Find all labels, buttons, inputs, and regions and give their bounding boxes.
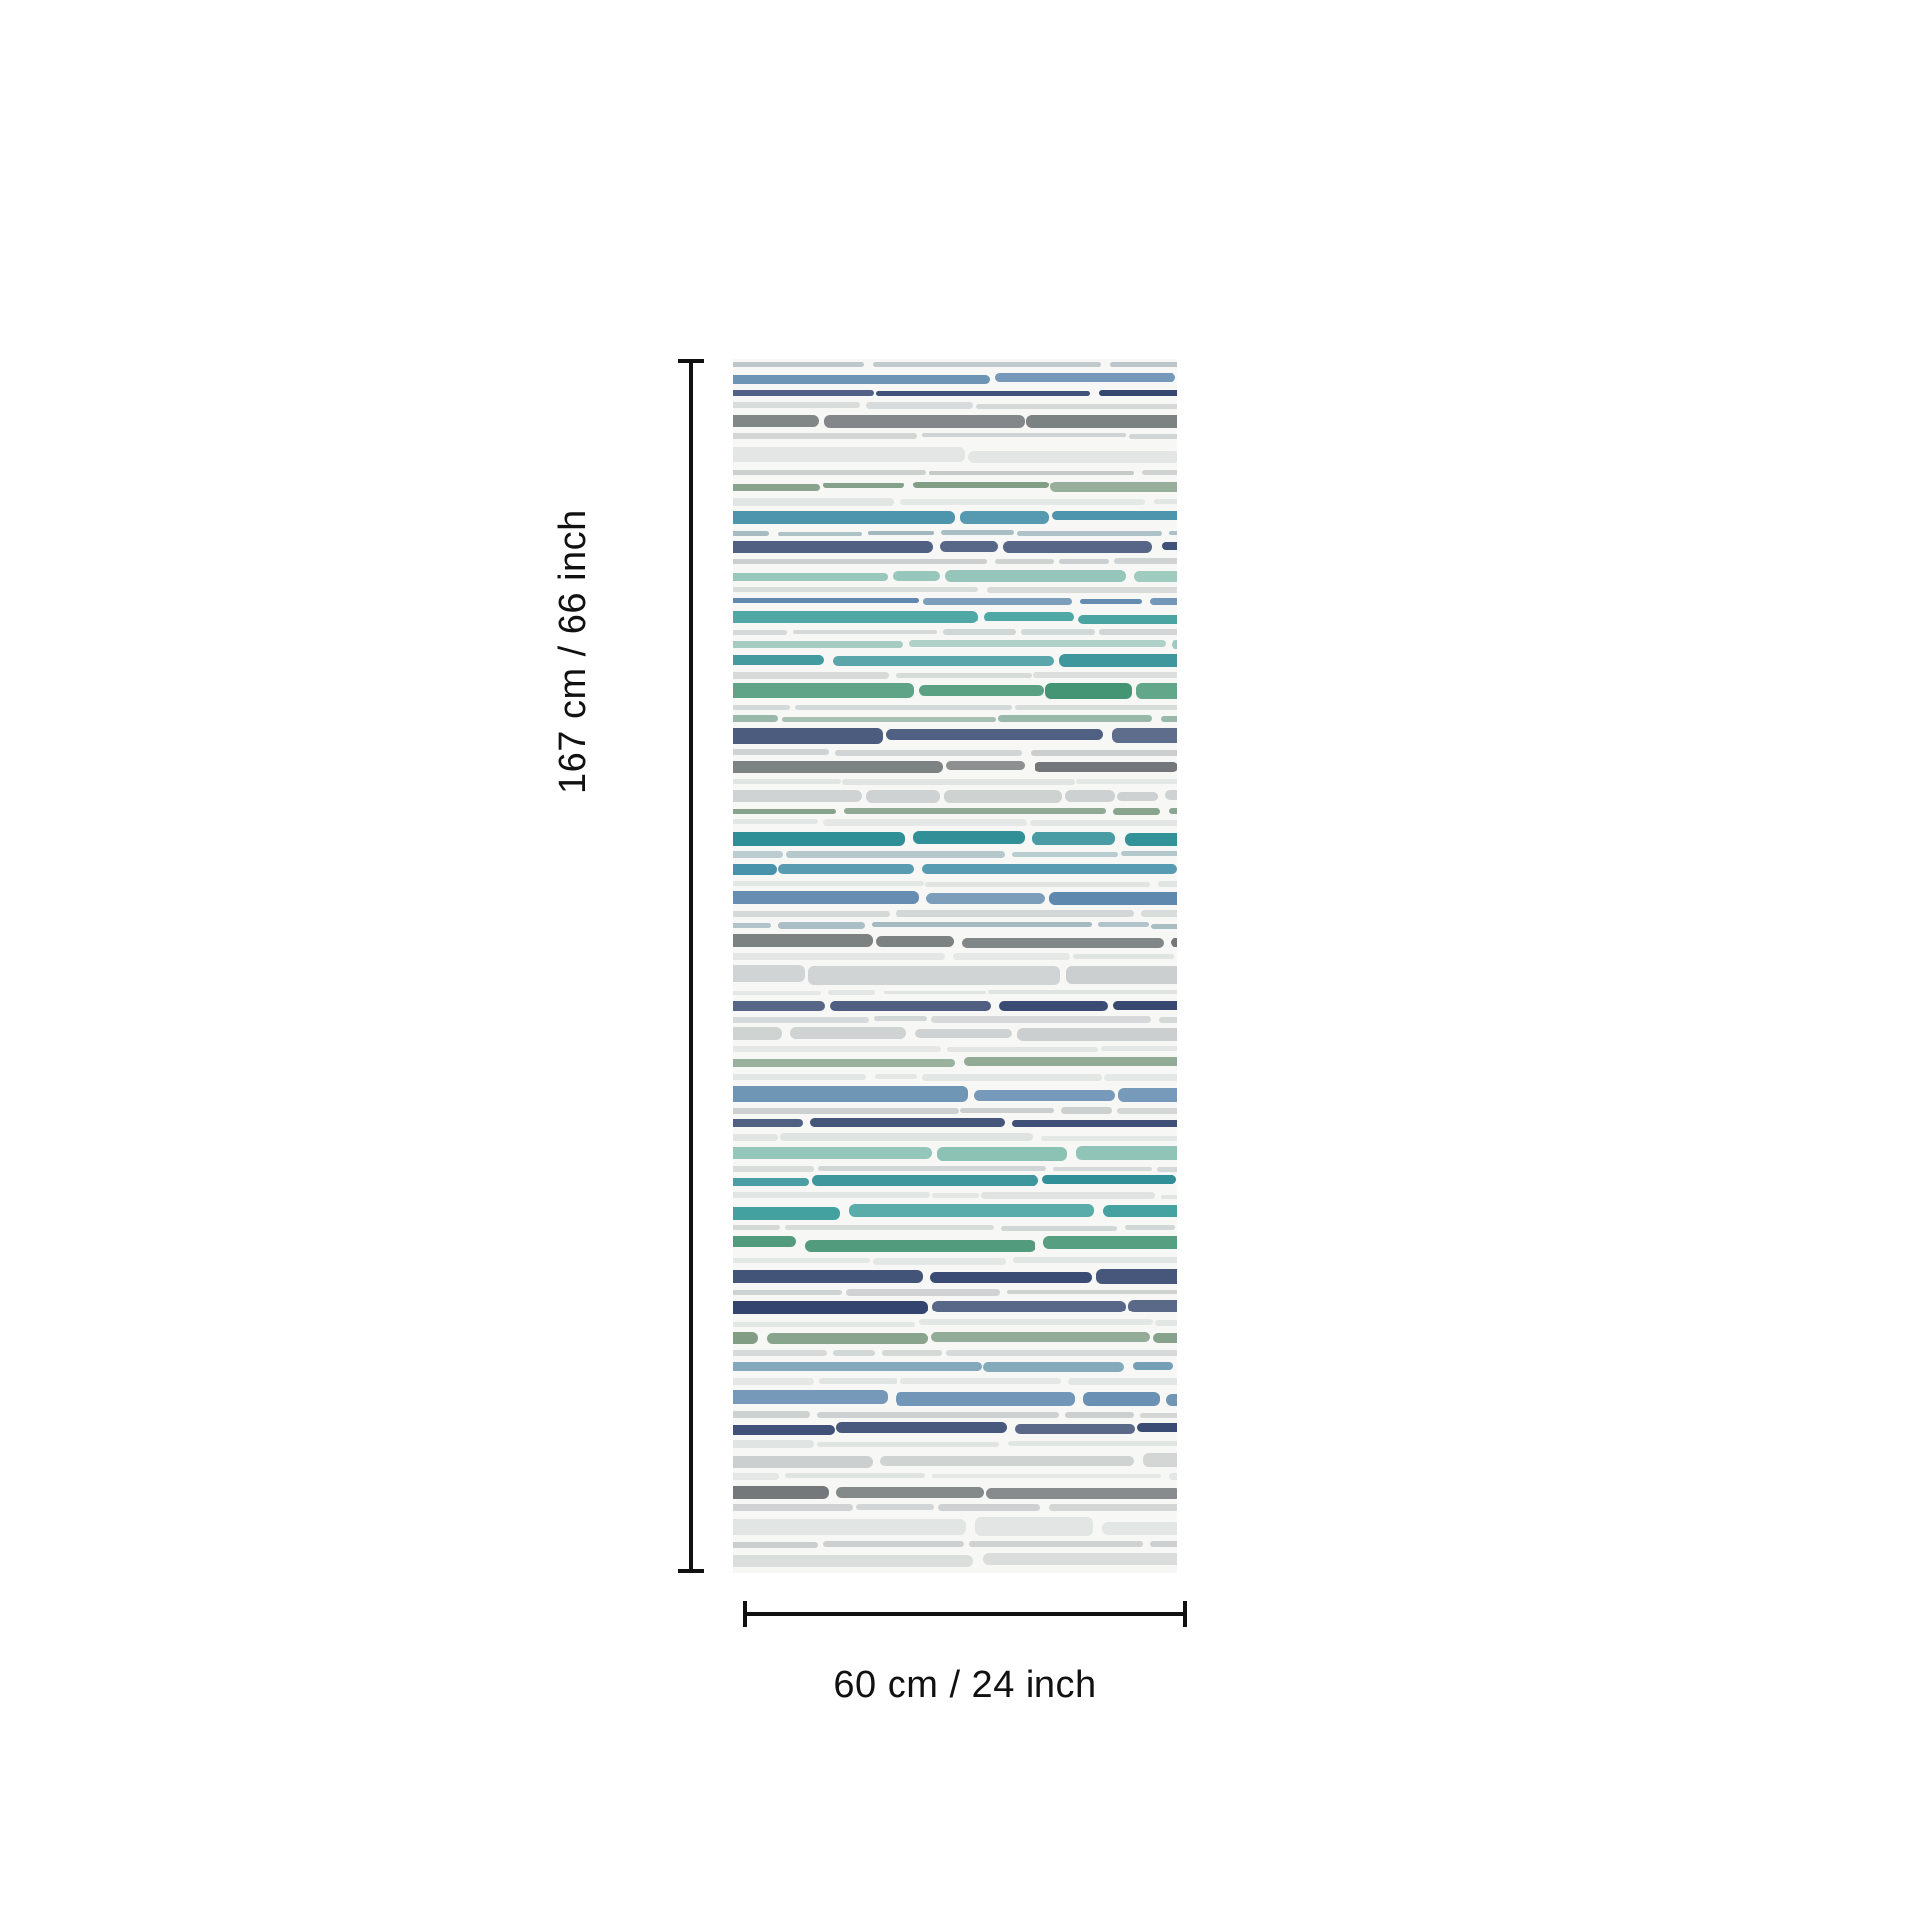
rug-stripe — [733, 990, 1177, 996]
rug-stripe — [733, 390, 1177, 397]
rug-stripe — [733, 1203, 1177, 1220]
rug-stripe — [733, 862, 1177, 876]
rug-stripe — [733, 749, 1177, 757]
rug-stripe — [733, 1411, 1177, 1418]
rug-stripe — [733, 1541, 1177, 1548]
rug-stripe — [733, 1107, 1177, 1114]
height-dimension-label: 167 cm / 66 inch — [552, 509, 594, 794]
rug-stripe — [733, 1484, 1177, 1499]
rug-stripe — [733, 683, 1177, 700]
rug-stripe — [733, 1016, 1177, 1023]
rug-stripe — [733, 922, 1177, 929]
height-dimension-line — [689, 359, 693, 1573]
rug-stripe — [733, 587, 1177, 593]
rug-stripe — [733, 654, 1177, 668]
rug-stripe — [733, 610, 1177, 624]
rug-stripe — [733, 541, 1177, 553]
rug-stripe — [733, 433, 1177, 440]
rug-stripe — [733, 1235, 1177, 1252]
rug-stripe — [733, 779, 1177, 786]
width-dimension-label: 60 cm / 24 inch — [833, 1664, 1097, 1706]
rug-stripe — [733, 1175, 1177, 1187]
rug-stripe — [733, 1331, 1177, 1345]
rug-stripe — [733, 1551, 1177, 1568]
rug-stripe — [733, 953, 1177, 961]
rug-stripe — [733, 672, 1177, 679]
rug-stripe — [733, 1516, 1177, 1536]
rug-stripe — [733, 1146, 1177, 1161]
rug-stripe — [733, 727, 1177, 744]
rug-stripe — [733, 1377, 1177, 1385]
rug-stripe — [733, 1300, 1177, 1314]
rug-stripe — [733, 1001, 1177, 1012]
rug-stripe — [733, 1473, 1177, 1480]
rug-stripe — [733, 1504, 1177, 1512]
rug-stripe — [733, 510, 1177, 525]
rug-stripe — [733, 880, 1177, 887]
rug-stripe — [733, 1319, 1177, 1327]
rug-stripe — [733, 1133, 1177, 1141]
rug-stripe — [733, 558, 1177, 565]
rug-stripe — [733, 1073, 1177, 1081]
rug-stripe — [733, 760, 1177, 774]
rug-stripe — [733, 933, 1177, 948]
rug-stripe — [733, 1257, 1177, 1265]
rug-stripe — [733, 470, 1177, 476]
rug-stripe — [733, 789, 1177, 803]
rug-stripe — [733, 891, 1177, 905]
rug-stripe — [733, 1086, 1177, 1103]
rug-stripe — [733, 851, 1177, 858]
rug-stripe — [733, 1452, 1177, 1469]
width-dimension-line — [743, 1612, 1187, 1616]
rug-stripe — [733, 414, 1177, 428]
rug-stripe — [733, 1390, 1177, 1407]
rug-stripe — [733, 1225, 1177, 1232]
rug-stripe — [733, 808, 1177, 815]
rug-stripe — [733, 1056, 1177, 1068]
rug-stripe — [733, 482, 1177, 492]
rug-stripe — [733, 910, 1177, 918]
rug-product-image — [733, 359, 1177, 1573]
rug-stripe — [733, 1046, 1177, 1053]
rug-stripe — [733, 965, 1177, 985]
rug-stripe — [733, 629, 1177, 635]
rug-stripe — [733, 704, 1177, 710]
rug-stripe — [733, 1289, 1177, 1296]
rug-stripe — [733, 371, 1177, 385]
rug-stripe — [733, 1118, 1177, 1129]
rug-stripe — [733, 498, 1177, 506]
rug-stripe — [733, 445, 1177, 463]
rug-stripe — [733, 1440, 1177, 1448]
rug-stripe — [733, 1422, 1177, 1436]
rug-stripe — [733, 530, 1177, 536]
rug-stripe — [733, 831, 1177, 846]
rug-stripe — [733, 1166, 1177, 1173]
rug-stripe — [733, 1360, 1177, 1372]
rug-stripe — [733, 570, 1177, 582]
rug-stripe — [733, 1192, 1177, 1199]
rug-stripe — [733, 362, 1177, 367]
rug-stripe — [733, 402, 1177, 410]
rug-stripe — [733, 598, 1177, 605]
rug-stripe — [733, 1350, 1177, 1357]
rug-stripe — [733, 819, 1177, 827]
rug-stripe — [733, 1027, 1177, 1041]
rug-stripe — [733, 715, 1177, 722]
rug-stripe — [733, 1269, 1177, 1284]
rug-stripe — [733, 640, 1177, 649]
